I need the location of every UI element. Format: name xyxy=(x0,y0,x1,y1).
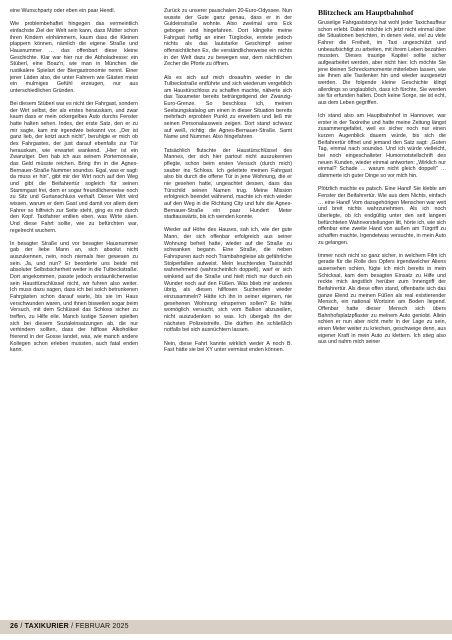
paragraph: Nein, diese Fahrt kannte wirklich weder A noch B. Fast hätte sie bei XY unter vermisst enden können. xyxy=(164,340,292,354)
paragraph: Ich stand also am Hauptbahnhof in Hannover, war erster in der Taxireihe und hatte meine Zeitung längst zusammengefaltet, weil es sicher noch nur einen kurzen Augenblick dauern würde, bis sich die Beifahrertür öffnet und jemand den Satz sagt: „Guten Tag, einmal nach soundso. Und ich würde vielleicht, bei noch eingeschalteter Humornotstellschrift des neuen Kunden, wieder einmal antworten: „Wirklich nur einmal? Schade … warum nicht gleich doppelt" … dämmerte ich guter Dinge so vor mich hin. xyxy=(318,113,446,180)
paragraph: Plötzlich machte es patsch. Eine Hand! Sie klebte am Fenster der Beifahrertür. Wie aus dem Nichts, einfach … eine Hand! Vom dazugehörigen Menschen war weit und breit nichts wahrzunehmen. Als ich noch überlegte, ob ich endgültig unter den seit langem befürchteten Wahnvorstellungen litt, hörte ich, wie sich offenbar eine zweite Hand von außen am Türgriff zu schaffen machte. Irgendetwas versuchte, in mein Auto zu gelangen. xyxy=(318,186,446,246)
paragraph: Zurück zu unserer pauschalen 20-Euro-Odyssee. Nun wusste der Gute ganz genau, dass er in der Guldeinstraße wohnte. Also zweimal ums Eck gebogen und hingefahren. Dort klingelte meine Fahrgast heftig an einer Türglocke, erntete jedoch nichts als das lautstarke Geschimpf seiner offensichtlichen Ex, die verständlicherweise ein nichts in der Welt dazu zu bewegen war, dem nächtlichen Zecher die Pforte zu öffnen. xyxy=(164,8,292,68)
page-footer: 26 / TAXIKURIER / FEBRUAR 2025 xyxy=(10,623,129,630)
paragraph: Wie problembehaftet hingegen das vermeintlich einfachste Ziel der Welt sein kann, dass Mütter schon ihren Kindern einhämmern, kaum dass die Kleinen plappern können, nämlich die eigene Straße und Hausnummer … das offenbart diese kleine Geschichte. Klar war hier nur die Abholadresse: ein Stüberl, eine Boaz'n, wie man in München die rustikalere Spielart der Biergastronomie nennt. Einer jener Läden also, die unter Fahrern wie Gästen meist ein mulmiges Gefühl erzeugen, nur aus unterschiedlichen Gründen. xyxy=(10,21,138,94)
text-column-2 xyxy=(164,8,292,608)
paragraph: Bei diesem Stüberl war es nicht der Fahrgast, sondern der Wirt selbst, der als erstes herauskam, und zwar kaum dass er mein ockergelbes Auto durchs Fenster hatte halten sehen. Indes, der erste Satz, den er zu mir sagte, kam mir irgendwie bekannt vor. „Der ist ganz lieb, der kotzt auch nicht", beruhigte er mich ob des Fahrgastes, der just darauf ebenfalls zur Tür herauskam, wie erwartet wankend. „Hier ist ein Zwanziger. Den hab ich aus seinem Portemonnaie, das Geld müsste reichen. Bring ihn in die Agnes-Bernauer-Straße Nummer soundso. Egal, was er sagt: da muss er hin", gibt mir der Wirt noch auf den Weg und gibt die Beifahrertür sogleich für seinen Stammgast frei, dem er sogar freundlicherweise noch zu Sitz und Gurtanschluss verhalf. Dieser Wirt wird wissen, warum er dem Gast und damit vor allem dem Fahrer so hilfreich zur Seite steht, ging es mir durch den Kopf. Taxifahrer entlien eben, was Wirte säen. Und diese Fahrt sollte, wie zu befürchten war, regelrecht wuchern. xyxy=(10,101,138,234)
text-column-3 xyxy=(318,8,446,608)
text-column-1 xyxy=(10,8,138,608)
paragraph: Als es sich auf mich dosaufrin wieder in die Tulbeckstraße entführte und sich wiederum vergeblich am Haustürschloss zu schaffen machte, näherte sich das Taxameter bereits beträngstigend der Zwanzig-Euro-Grenze. So beschloss ich, meinen Seelsungskatalog um einen in dieser Situation bereits mehrfach erprobten Punkt zu erweitern und ließ mir seinen Personalausweis zeigen. Dort stand schwarz auf weiß, richtig: die Agnes-Bernauer-Straße. Samt Name und Nummer. Also hingefahren. xyxy=(164,74,292,141)
paragraph: Gruselige Fahrgaststorys hat wohl jeder Taxichauffeur schon erlebt. Dabei möchte ich jetzt nicht einmal über die Situationen berichten, in denen viele, viel zu viele Fahrer die Freiheit, im Taxi ungeschützt und unbeaufsichtigt zu arbeiten, mit ihrem Leben bezahlen mussten. Dieses traurige Kapitel sollte sicher aufgearbeitet werden, aber nicht hier. Ich möchte Sie jene kleinen Schrecksmomente miterleben lassen, wie sie Ihnen alle Taxilenker hin und wieder ausgesetzt werden. Die folgende kleine Geschichte klingt allerdings so unglaublich, dass ich fürchte, Sie werden sie für erfunden halten. Doch keine Sorge, sie ist echt, aus dem Leben gegriffen. xyxy=(318,20,446,106)
article-heading: Blitzcheck am Hauptbahnhof xyxy=(318,8,414,17)
page-number: 26 xyxy=(10,623,19,630)
paragraph: eine Wunschparty oder eben ein paar Hendl. xyxy=(10,8,116,14)
magazine-name: TAXIKURIER xyxy=(24,623,69,630)
issue-date: FEBRUAR 2025 xyxy=(75,623,129,630)
paragraph: Tatsächlich flutschte der Haustürschlüssel des Mannes, der sich hier partout nicht auszukennen pflegte, schon beim ersten Versuch (durch mich) sauber ins Schloss. Ich geleitete meinen Fahrgast also bis durch die offene Tür in jene Wohnung, die er nie gesehen hatte, ungeachtet dessen, dass das Türschild seinen Namen trug. Meine Mission erfolgreich beendet wähnend, machte ich mich wieder auf den Weg in die Richtung City und fuhr die Agnes-Bernauer-Straße ein paar Hundert Meter stadtauswärts, bis ich wenden konnte. xyxy=(164,147,292,221)
paragraph: In besagter Straße und vor besagter Hausnummer gab der liebe Mann an, sich absolut nicht auszukennen, nein, noch niemals hier gewesen zu sein. Ja, und nun? Er beorderte uns beide mit absoluter Selbstsicherheit weiter in die Tulbeckstraße. Dort angekommen, passte jedoch erstaunlicherweise sein Hausttürschlüssel nicht, wir fuhren also weiter. Ich muss dazu sagen, dass ich bei solch betrunkenen Fahrgästen schon darauf warte, bis sie im Haus verschwunden waren, und ihnen bisweilen sogar beim Versuch, mit dem Schlüssel das Schloss sicher zu treffen, zu Hilfe eile. Manch lustige Szenen spielten sich bei diesem Sozialeinsatzungen ab, die nur verhindern sollten, dass der hilflose Alkoholiker frierend in der Gosse landet, was, wie manch andere Kollegen schon erleben mussten, auch fatal enden kann. xyxy=(10,240,138,354)
paragraph: Wieder auf Höhe des Hauses, sah ich, wie der gute Mann, der sich offenbar erfolgreich aus seiner Wohnung befreit hatte, wieder auf die Straße zu schwanken begann. Eine Straße, die neben Fahrspuren auch noch Trambahngleise als gefährliche Stolperfallen aufweist. Mein leuchtendes Taxischild wahrnehmend (wahrscheinlich doppelt), warf er sich winkend auf die Straße und hielt mich nur durch ein Wunder noch auf den Füßen. Was blieb mir anderes übrig, als diesen hilflosen Suchenden wieder einzusammeln? Hätte ich ihn in seiner eigenen, nie gesehenen Wohnung einsperren sollen? Er hätte womöglich versucht, sich vom Balkon abzuseilen, nicht auszudenken so was. Ich übergab ihn der nächsten Polizeistreife. Die dürften ihn schließlich notfalls bei sich ausnüchtern lassen. xyxy=(164,227,292,334)
paragraph: Immer noch nicht so ganz sicher, in welchem Film ich gerade für die Rolle des Opfers irgendwelcher Aliens ausersehen schien, fügte ich mich bereits in mein Schicksal, kam dem besagten Einsatz zu Hilfe und reckte mich ängstlich herüber zum Innengriff der Beifahrertür. Als diese offen stand, offenbarte sich das ganze Elend zu meinen Füßen als real existierender Mensch, ein national Wortsinn am Boden liegend. Offenbar hatte dieser Mensch sich übers Bahnhofsplatzpflaster zu meinem Auto geniobt. Allein schien er nun aber nicht mehr in der Lage zu sein, einen Meter weiter zu kriechen, geschweige denn, aus eigener Kraft in mein Auto zu klettern. Ich stieg also aus und nahm mich seiner xyxy=(318,252,446,346)
